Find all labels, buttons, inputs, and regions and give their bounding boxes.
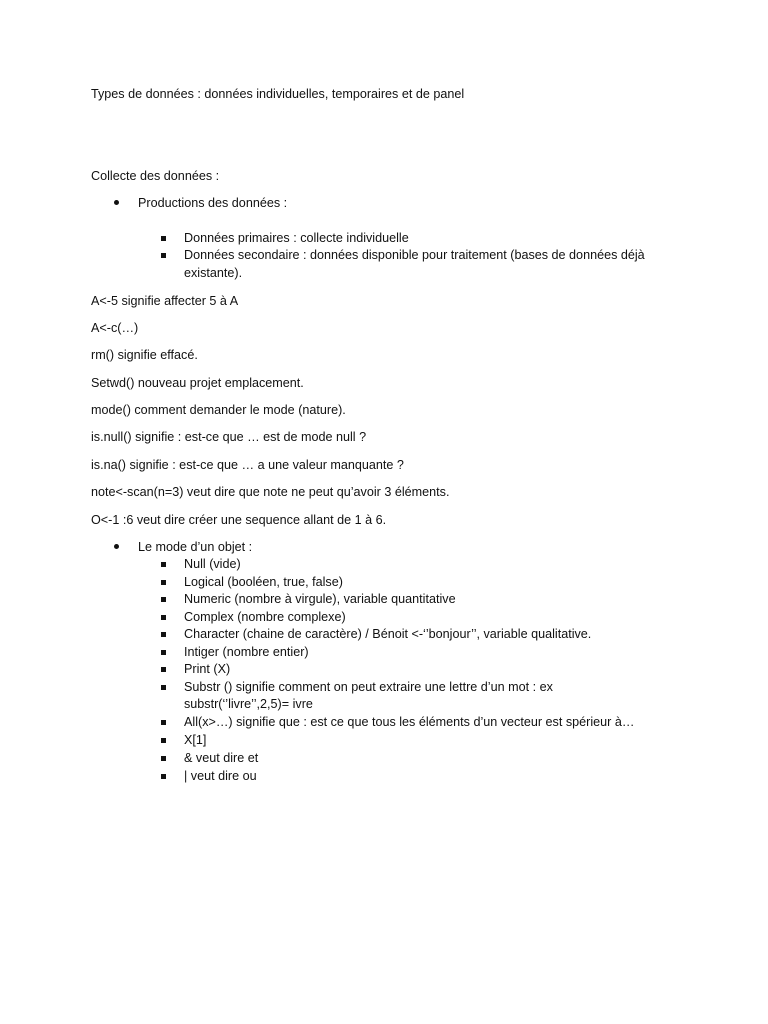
- sublist-item: Complex (nombre complexe): [184, 610, 346, 624]
- square-bullet-icon: [161, 685, 166, 690]
- square-bullet-icon: [161, 597, 166, 602]
- sublist-item: All(x>…) signifie que : est ce que tous les éléments d’un vecteur est spérieur à…: [184, 715, 635, 729]
- note-line: mode() comment demander le mode (nature).: [91, 403, 346, 417]
- square-bullet-icon: [161, 738, 166, 743]
- sublist-item: Données primaires : collecte individuelle: [184, 231, 409, 245]
- sublist-item: Numeric (nombre à virgule), variable quantitative: [184, 592, 456, 606]
- section-heading-collecte: Collecte des données :: [91, 169, 220, 183]
- note-line: is.null() signifie : est-ce que … est de mode null ?: [91, 430, 367, 444]
- square-bullet-icon: [161, 774, 166, 779]
- document-title: Types de données : données individuelles, temporaires et de panel: [91, 87, 465, 101]
- square-bullet-icon: [161, 667, 166, 672]
- square-bullet-icon: [161, 580, 166, 585]
- sublist-item-continuation: existante).: [184, 266, 243, 280]
- bullet-icon: [114, 544, 119, 549]
- note-line: Setwd() nouveau projet emplacement.: [91, 376, 304, 390]
- sublist-item: Logical (booléen, true, false): [184, 575, 343, 589]
- sublist-item: Null (vide): [184, 557, 241, 571]
- sublist-item: X[1]: [184, 733, 207, 747]
- square-bullet-icon: [161, 615, 166, 620]
- square-bullet-icon: [161, 236, 166, 241]
- sublist-item: | veut dire ou: [184, 769, 257, 783]
- sublist-item-continuation: substr(‘’livre’’,2,5)= ivre: [184, 697, 313, 711]
- sublist-item: Données secondaire : données disponible pour traitement (bases de données déjà: [184, 248, 645, 262]
- sublist-item: Intiger (nombre entier): [184, 645, 309, 659]
- note-line: is.na() signifie : est-ce que … a une valeur manquante ?: [91, 458, 404, 472]
- note-line: note<-scan(n=3) veut dire que note ne peut qu’avoir 3 éléments.: [91, 485, 450, 499]
- list-item-mode-objet: Le mode d’un objet :: [138, 540, 253, 554]
- sublist-item: Substr () signifie comment on peut extraire une lettre d’un mot : ex: [184, 680, 553, 694]
- sublist-item: & veut dire et: [184, 751, 259, 765]
- square-bullet-icon: [161, 756, 166, 761]
- note-line: rm() signifie effacé.: [91, 348, 198, 362]
- square-bullet-icon: [161, 720, 166, 725]
- square-bullet-icon: [161, 632, 166, 637]
- bullet-icon: [114, 200, 119, 205]
- list-item-productions: Productions des données :: [138, 196, 288, 210]
- sublist-item: Character (chaine de caractère) / Bénoit <-‘’bonjour’’, variable qualitative.: [184, 627, 592, 641]
- note-line: O<-1 :6 veut dire créer une sequence allant de 1 à 6.: [91, 513, 387, 527]
- square-bullet-icon: [161, 650, 166, 655]
- note-line: A<-c(…): [91, 321, 139, 335]
- square-bullet-icon: [161, 253, 166, 258]
- square-bullet-icon: [161, 562, 166, 567]
- note-line: A<-5 signifie affecter 5 à A: [91, 294, 239, 308]
- sublist-item: Print (X): [184, 662, 231, 676]
